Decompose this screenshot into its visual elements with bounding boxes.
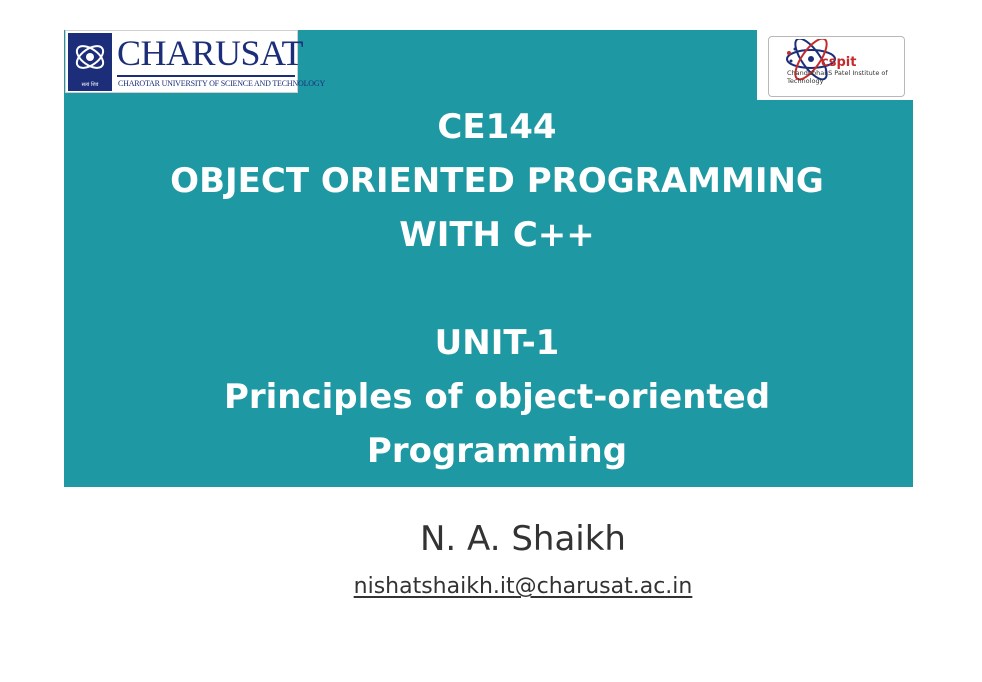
cspit-logo (757, 30, 913, 100)
charusat-logo (65, 30, 326, 93)
author-email-link[interactable]: nishatshaikh.it@charusat.ac.in (353, 574, 693, 599)
course-title-line-1: OBJECT ORIENTED PROGRAMMING (170, 161, 824, 201)
slide-title (64, 100, 930, 478)
author-name: N. A. Shaikh (420, 519, 626, 559)
cspit-logo-subtitle: Chandubhai S Patel Institute of Technology (787, 69, 888, 85)
course-title-line-2: WITH C++ (399, 215, 595, 255)
title-spacer (64, 262, 930, 316)
course-code: CE144 (437, 107, 557, 147)
unit-title-line-2: Programming (366, 431, 628, 471)
charusat-divider (117, 75, 295, 77)
charusat-emblem-icon (68, 33, 112, 91)
charusat-logo-name: CHARUSAT (117, 33, 304, 73)
charusat-tagline: सत्यं शिवं (81, 82, 99, 88)
unit-title-line-1: Principles of object-oriented (223, 377, 771, 417)
unit-label: UNIT-1 (434, 323, 560, 363)
cspit-logo-name: cspit (821, 55, 857, 70)
charusat-full-name: CHAROTAR UNIVERSITY OF SCIENCE AND TECHNOLOGY (118, 79, 326, 88)
